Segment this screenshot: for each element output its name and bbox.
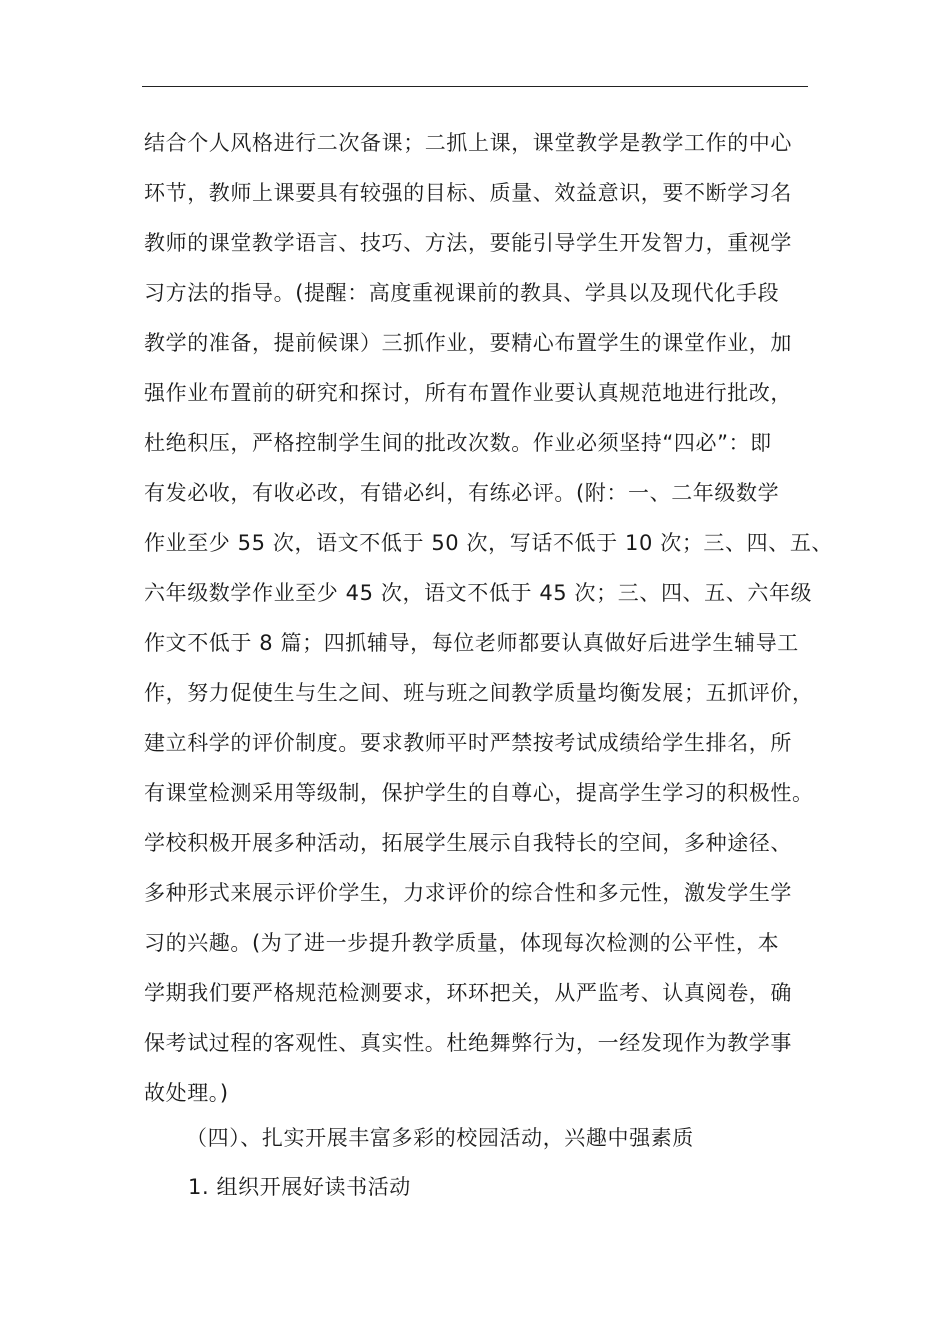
paragraph-line: 六年级数学作业至少 45 次，语文不低于 45 次；三、四、五、六年级 (144, 581, 813, 605)
paragraph-line: 习方法的指导。(提醒：高度重视课前的教具、学具以及现代化手段 (144, 281, 780, 305)
paragraph-line: 作，努力促使生与生之间、班与班之间教学质量均衡发展；五抓评价， (144, 681, 814, 705)
paragraph-line: 故处理。) (144, 1081, 229, 1105)
paragraph-line: 教师的课堂教学语言、技巧、方法，要能引导学生开发智力，重视学 (144, 231, 792, 255)
paragraph-line: 保考试过程的客观性、真实性。杜绝舞弊行为，一经发现作为教学事 (144, 1031, 792, 1055)
paragraph-line: 习的兴趣。(为了进一步提升教学质量，体现每次检测的公平性，本 (144, 931, 780, 955)
paragraph-line: 多种形式来展示评价学生，力求评价的综合性和多元性，激发学生学 (144, 881, 792, 905)
paragraph-line: 作业至少 55 次，语文不低于 50 次，写话不低于 10 次；三、四、五、 (144, 531, 834, 555)
paragraph-line: 杜绝积压，严格控制学生间的批改次数。作业必须坚持“四必”：即 (144, 431, 772, 455)
paragraph-line: 学校积极开展多种活动，拓展学生展示自我特长的空间，多种途径、 (144, 831, 792, 855)
paragraph-line: 环节，教师上课要具有较强的目标、质量、效益意识，要不断学习名 (144, 181, 792, 205)
paragraph-line: 教学的准备，提前候课）三抓作业，要精心布置学生的课堂作业，加 (144, 331, 792, 355)
paragraph-line: 有课堂检测采用等级制，保护学生的自尊心，提高学生学习的积极性。 (144, 781, 814, 805)
paragraph-line: 建立科学的评价制度。要求教师平时严禁按考试成绩给学生排名，所 (144, 731, 792, 755)
list-item: 1. 组织开展好读书活动 (188, 1175, 411, 1199)
paragraph-line: 有发必收，有收必改，有错必纠，有练必评。(附：一、二年级数学 (144, 481, 780, 505)
section-heading: （四）、扎实开展丰富多彩的校园活动，兴趣中强素质 (186, 1126, 694, 1150)
body-paragraph (144, 118, 834, 1118)
paragraph-line: 作文不低于 8 篇；四抓辅导，每位老师都要认真做好后进学生辅导工 (144, 631, 799, 655)
paragraph-line: 结合个人风格进行二次备课；二抓上课，课堂教学是教学工作的中心 (144, 131, 792, 155)
header-rule (142, 86, 808, 87)
paragraph-line: 强作业布置前的研究和探讨，所有布置作业要认真规范地进行批改， (144, 381, 792, 405)
paragraph-line: 学期我们要严格规范检测要求，环环把关，从严监考、认真阅卷，确 (144, 981, 792, 1005)
